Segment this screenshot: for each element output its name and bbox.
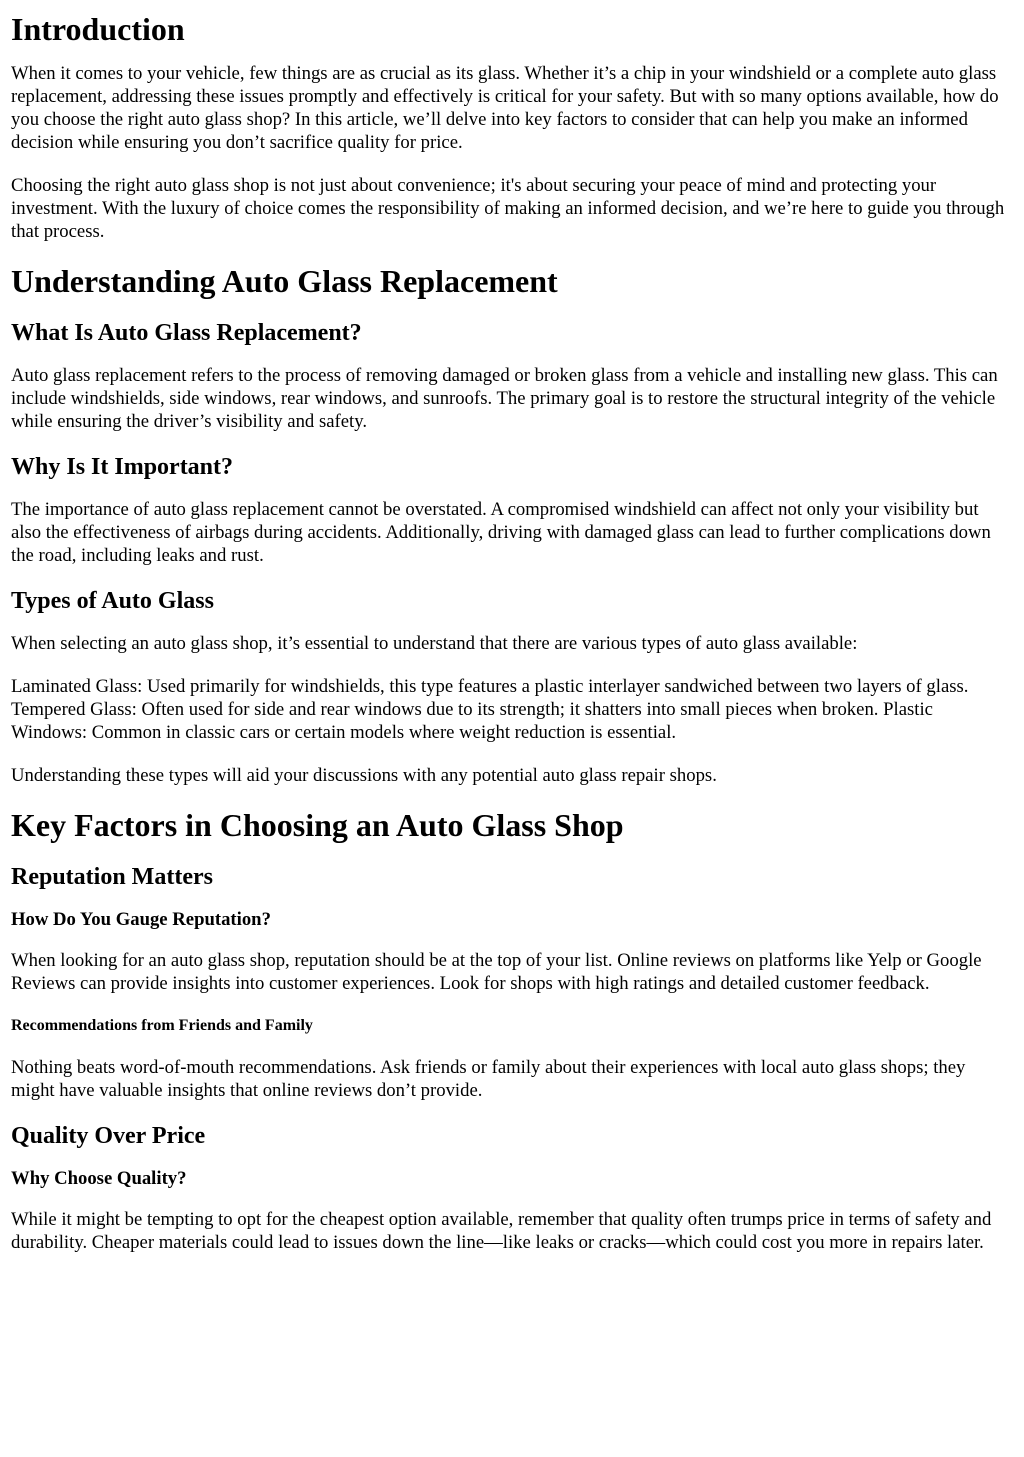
- paragraph: Understanding these types will aid your discussions with any potential auto glass repair shops.: [11, 765, 717, 786]
- heading-why-choose-quality: Why Choose Quality?: [11, 1168, 187, 1189]
- heading-types-of-auto-glass: Types of Auto Glass: [11, 588, 214, 614]
- paragraph: When selecting an auto glass shop, it’s essential to understand that there are various types of auto glass available:: [11, 633, 858, 654]
- paragraph: Laminated Glass: Used primarily for windshields, this type features a plastic interlayer sandwiched between two layers of glass. Tempered Glass: Often used for side and rear windows due to its strength; it shatters into small pieces when broken. Plastic Windows: Common in classic cars or certain models where weight reduction is essential.: [11, 676, 969, 743]
- heading-what-is-auto-glass-replacement: What Is Auto Glass Replacement?: [11, 320, 362, 346]
- heading-reputation-matters: Reputation Matters: [11, 864, 213, 890]
- heading-why-is-it-important: Why Is It Important?: [11, 454, 234, 480]
- heading-recommendations: Recommendations from Friends and Family: [11, 1017, 313, 1034]
- paragraph: When looking for an auto glass shop, reputation should be at the top of your list. Online reviews on platforms like Yelp or Google Reviews can provide insights into customer experiences. Look for shops with high ratings and detailed customer feedback.: [11, 950, 982, 994]
- article: [0, 11, 1024, 1254]
- heading-introduction: Introduction: [11, 11, 185, 47]
- heading-key-factors: Key Factors in Choosing an Auto Glass Shop: [11, 807, 624, 843]
- heading-how-do-you-gauge-reputation: How Do You Gauge Reputation?: [11, 909, 271, 930]
- heading-understanding-auto-glass-replacement: Understanding Auto Glass Replacement: [11, 263, 558, 299]
- paragraph: The importance of auto glass replacement cannot be overstated. A compromised windshield can affect not only your visibility but also the effectiveness of airbags during accidents. Additionally, driving with damaged glass can lead to further complications down the road, including leaks and rust.: [11, 499, 991, 566]
- paragraph: Nothing beats word-of-mouth recommendations. Ask friends or family about their experiences with local auto glass shops; they might have valuable insights that online reviews don’t provide.: [11, 1057, 966, 1101]
- paragraph: While it might be tempting to opt for the cheapest option available, remember that quality often trumps price in terms of safety and durability. Cheaper materials could lead to issues down the line—like leaks or cracks—which could cost you more in repairs later.: [11, 1209, 992, 1253]
- paragraph: When it comes to your vehicle, few things are as crucial as its glass. Whether it’s a chip in your windshield or a complete auto glass replacement, addressing these issues promptly and effectively is critical for your safety. But with so many options available, how do you choose the right auto glass shop? In this article, we’ll delve into key factors to consider that can help you make an informed decision while ensuring you don’t sacrifice quality for price.: [11, 63, 999, 153]
- heading-quality-over-price: Quality Over Price: [11, 1123, 206, 1149]
- paragraph: Auto glass replacement refers to the process of removing damaged or broken glass from a vehicle and installing new glass. This can include windshields, side windows, rear windows, and sunroofs. The primary goal is to restore the structural integrity of the vehicle while ensuring the driver’s visibility and safety.: [11, 365, 998, 432]
- paragraph: Choosing the right auto glass shop is not just about convenience; it's about securing your peace of mind and protecting your investment. With the luxury of choice comes the responsibility of making an informed decision, and we’re here to guide you through that process.: [11, 175, 1005, 242]
